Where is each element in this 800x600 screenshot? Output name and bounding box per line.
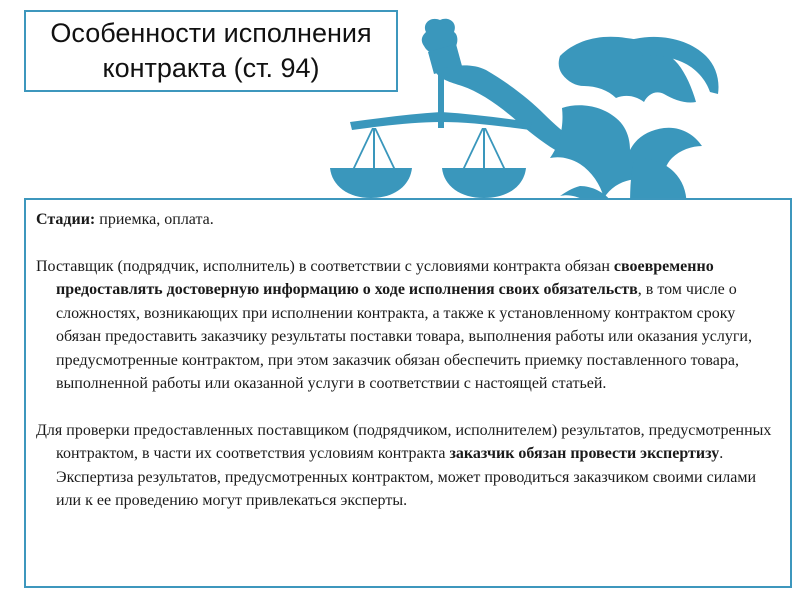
- stages-label: Стадии:: [36, 211, 96, 228]
- expertise-text-end: . Экспертиза результатов, предусмотренных контрактом, может проводиться заказчиком своими силами или к ее проведению могут привлекаться эксперты.: [56, 445, 757, 509]
- paragraph-stages: [36, 208, 780, 232]
- supplier-text-start: Поставщик (подрядчик, исполнитель) в соответствии с условиями контракта обязан: [36, 257, 614, 275]
- expertise-text-start: Для проверки предоставленных поставщиком (подрядчиком, исполнителем) результатов, предусмотренных контрактом, в части их соответствия условиям контракта: [36, 421, 772, 462]
- scale-left-pan: [330, 168, 412, 198]
- title-line-1: Особенности исполнения: [50, 18, 372, 48]
- scale-right-chains: [462, 128, 506, 170]
- paragraph-expertise: [36, 419, 780, 513]
- arm-shape: [434, 65, 574, 156]
- scale-right-pan: [442, 168, 526, 198]
- scale-left-chains: [352, 128, 396, 170]
- content-box: [24, 198, 792, 588]
- page-title: [50, 16, 371, 86]
- supplier-text-end: , в том числе о сложностях, возникающих при исполнении контракта, а также к установленному контрактом сроку обязан предоставить заказчику результаты поставки товара, выполнения работы или оказания услуги, предусмотренные контрактом, при этом заказчик обязан обеспечить приемку поставленного товара, выполненной работы или оказанной услуги в соответствии с настоящей статьей.: [56, 281, 752, 392]
- title-line-2: контракта (ст. 94): [102, 53, 320, 83]
- expertise-text-bold: заказчик обязан провести экспертизу: [449, 445, 720, 462]
- paragraph-supplier-obligations: [36, 255, 780, 396]
- title-box: [24, 10, 398, 92]
- supplier-text-bold: своевременно предоставлять достоверную информацию о ходе исполнения своих обязательств: [56, 257, 714, 298]
- stages-text: приемка, оплата.: [95, 211, 214, 228]
